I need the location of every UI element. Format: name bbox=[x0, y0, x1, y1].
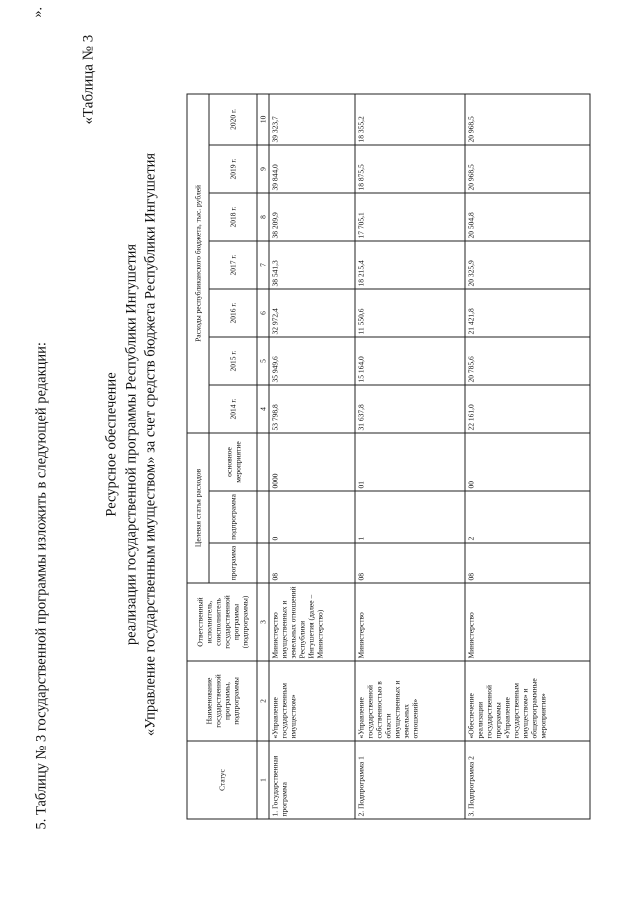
row-main-event: 00 bbox=[465, 433, 590, 491]
column-number bbox=[257, 433, 269, 491]
header-year: 2018 г. bbox=[209, 193, 257, 241]
row-name: «Обеспечение реализации государственной программы «Управление государственным имуществом» и общепрограммные мероприятия» bbox=[465, 661, 590, 741]
row-value: 22 161,0 bbox=[465, 385, 590, 433]
header-year: 2020 г. bbox=[209, 94, 257, 145]
row-status: 1. Государственная программа bbox=[269, 741, 355, 819]
row-executor: Министерство имущественных и земельных отношений Республики Ингушетия (далее – Министерство) bbox=[269, 583, 355, 661]
header-year: 2019 г. bbox=[209, 145, 257, 193]
row-value: 31 637,8 bbox=[355, 385, 465, 433]
header-status: Статус bbox=[187, 741, 257, 819]
row-value: 38 209,9 bbox=[269, 193, 355, 241]
header-target-group: Целевая статья расходов bbox=[187, 433, 209, 583]
row-value: 15 164,0 bbox=[355, 337, 465, 385]
row-main-event: 01 bbox=[355, 433, 465, 491]
resource-table bbox=[187, 95, 589, 820]
column-number: 6 bbox=[257, 289, 269, 337]
column-number: 9 bbox=[257, 145, 269, 193]
column-number-row bbox=[257, 94, 269, 819]
column-number: 4 bbox=[257, 385, 269, 433]
table-row bbox=[355, 94, 465, 819]
row-value: 20 968,5 bbox=[465, 145, 590, 193]
row-main-event: 0000 bbox=[269, 433, 355, 491]
table-label: «Таблица № 3 bbox=[80, 34, 97, 125]
header-program: программа bbox=[209, 543, 257, 583]
row-value: 20 504,8 bbox=[465, 193, 590, 241]
row-value: 18 875,5 bbox=[355, 145, 465, 193]
header-expenses-group: Расходы республиканского бюджета, тыс. рублей bbox=[187, 94, 209, 433]
column-number: 1 bbox=[257, 741, 269, 819]
row-value: 39 323,7 bbox=[269, 94, 355, 145]
header-year: 2014 г. bbox=[209, 385, 257, 433]
row-value: 21 421,8 bbox=[465, 289, 590, 337]
row-executor: Министерство bbox=[355, 583, 465, 661]
row-program: 08 bbox=[355, 543, 465, 583]
row-program: 08 bbox=[465, 543, 590, 583]
column-number: 8 bbox=[257, 193, 269, 241]
column-number: 2 bbox=[257, 661, 269, 741]
row-value: 38 541,3 bbox=[269, 241, 355, 289]
header-executor: Ответственный исполнитель, соисполнитель государственной программы (подпрограммы) bbox=[187, 583, 257, 661]
table-row bbox=[269, 94, 355, 819]
column-number: 5 bbox=[257, 337, 269, 385]
column-number: 3 bbox=[257, 583, 269, 661]
row-executor: Министерство bbox=[465, 583, 590, 661]
header-name: Наименование государственной программы, подпрограммы bbox=[187, 661, 257, 741]
row-subprogram: 0 bbox=[269, 491, 355, 543]
row-subprogram: 1 bbox=[355, 491, 465, 543]
row-value: 39 844,0 bbox=[269, 145, 355, 193]
row-value: 17 705,1 bbox=[355, 193, 465, 241]
header-year: 2017 г. bbox=[209, 241, 257, 289]
row-name: «Управление государственным имуществом» bbox=[269, 661, 355, 741]
row-status: 2. Подпрограмма 1 bbox=[355, 741, 465, 819]
row-value: 11 550,6 bbox=[355, 289, 465, 337]
column-number bbox=[257, 491, 269, 543]
row-program: 08 bbox=[269, 543, 355, 583]
header-main-event: основное мероприятие bbox=[209, 433, 257, 491]
row-value: 20 325,9 bbox=[465, 241, 590, 289]
row-value: 20 785,6 bbox=[465, 337, 590, 385]
row-value: 53 798,8 bbox=[269, 385, 355, 433]
column-number bbox=[257, 543, 269, 583]
row-value: 32 972,4 bbox=[269, 289, 355, 337]
row-status: 3. Подпрограмма 2 bbox=[465, 741, 590, 819]
row-value: 18 355,2 bbox=[355, 94, 465, 145]
header-subprogram: подпрограмма bbox=[209, 491, 257, 543]
title-line-1: Ресурсное обеспечение bbox=[103, 372, 120, 517]
row-subprogram: 2 bbox=[465, 491, 590, 543]
document-page bbox=[1, 0, 640, 905]
title-line-3: «Управление государственным имуществом» за счет средств бюджета Республики Ингушетия bbox=[142, 152, 159, 737]
row-value: 35 949,6 bbox=[269, 337, 355, 385]
row-name: «Управление государственной собственностью в области имущественных и земельных отношений» bbox=[355, 661, 465, 741]
column-number: 10 bbox=[257, 94, 269, 145]
column-number: 7 bbox=[257, 241, 269, 289]
row-value: 18 215,4 bbox=[355, 241, 465, 289]
closing-quote: ». bbox=[30, 7, 46, 18]
title-line-2: реализации государственной программы Республики Ингушетия bbox=[123, 243, 140, 646]
header-year: 2015 г. bbox=[209, 337, 257, 385]
intro-text: 5. Таблицу № 3 государственной программы изложить в следующей редакции: bbox=[33, 342, 50, 830]
header-row-1 bbox=[187, 94, 209, 819]
table-row bbox=[465, 94, 590, 819]
header-year: 2016 г. bbox=[209, 289, 257, 337]
row-value: 20 968,5 bbox=[465, 94, 590, 145]
